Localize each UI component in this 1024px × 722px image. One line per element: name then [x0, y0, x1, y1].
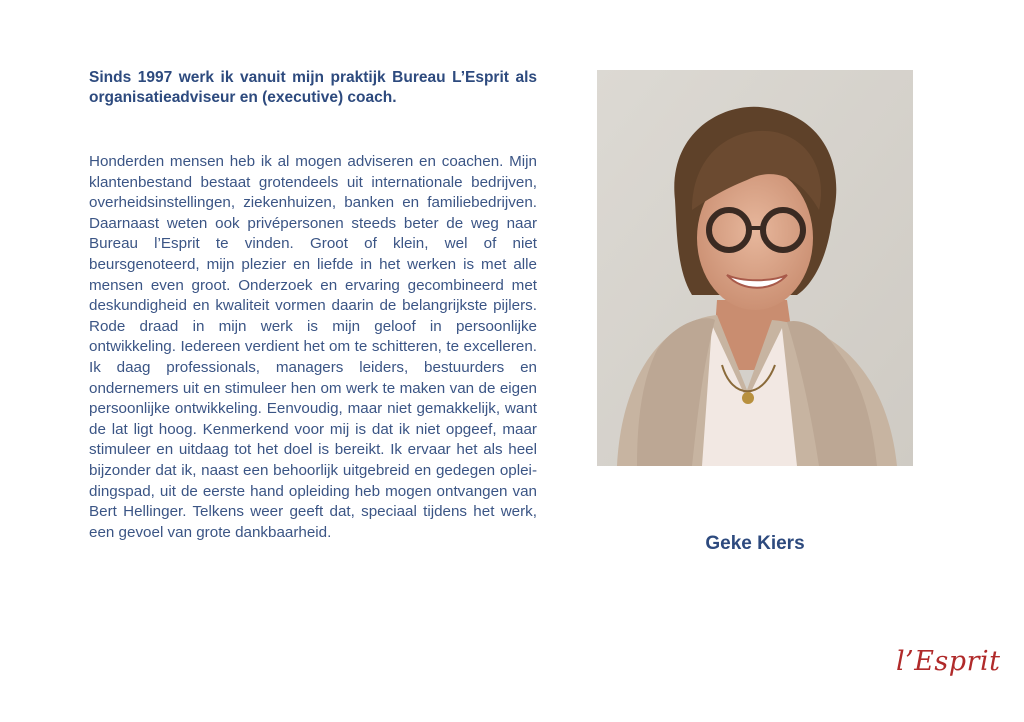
body-paragraph: Honderden mensen heb ik al mogen adviseren en coachen. Mijn klantenbestand bestaat grotendeels uit internationale bedrijven, overheidsinstellingen, ziekenhuizen, banken en familiebedrijven. Daarnaast weten ook privépersonen steeds beter de weg naar Bureau l’Esprit te vinden. Groot of klein, wel of niet beursgenoteerd, mijn plezier en liefde in het werken is met alle mensen even groot. Onderzoek en ervaring gecombineerd met deskundigheid en kwaliteit vormen daarin de belangrijkste pijlers. Rode draad in mijn werk is mijn geloof in persoonlijke ontwikkeling. Iedereen verdient het om te schitteren, te excelleren. Ik daag professionals, managers leiders, bestuurders en ondernemers uit en stimuleer hen om werk te maken van de eigen persoonlijke ontwikkeling. Eenvoudig, maar niet gemakkelijk, want de lat ligt hoog. Kenmerkend voor mij is dat ik niet opgeef, maar stimuleer en uitdaag tot het doel is bereikt. Ik ervaar het als heel bijzonder dat ik, naast een behoorlijk uitgebreid en gedegen opleidingspad, uit de eerste hand opleiding heb mogen ontvangen van Bert Hellinger. Telkens weer geeft dat, speciaal tijdens het werk, een gevoel van grote dankbaarheid.	[89, 153, 537, 541]
lesprit-logo	[896, 646, 1001, 692]
logo-text: l’Esprit	[896, 646, 1001, 677]
person-name: Geke Kiers	[705, 533, 805, 554]
intro-paragraph: Sinds 1997 werk ik vanuit mijn praktijk Bureau L’Esprit als organisatieadviseur en (executive) coach.	[89, 69, 537, 106]
portrait-photo	[597, 70, 913, 466]
